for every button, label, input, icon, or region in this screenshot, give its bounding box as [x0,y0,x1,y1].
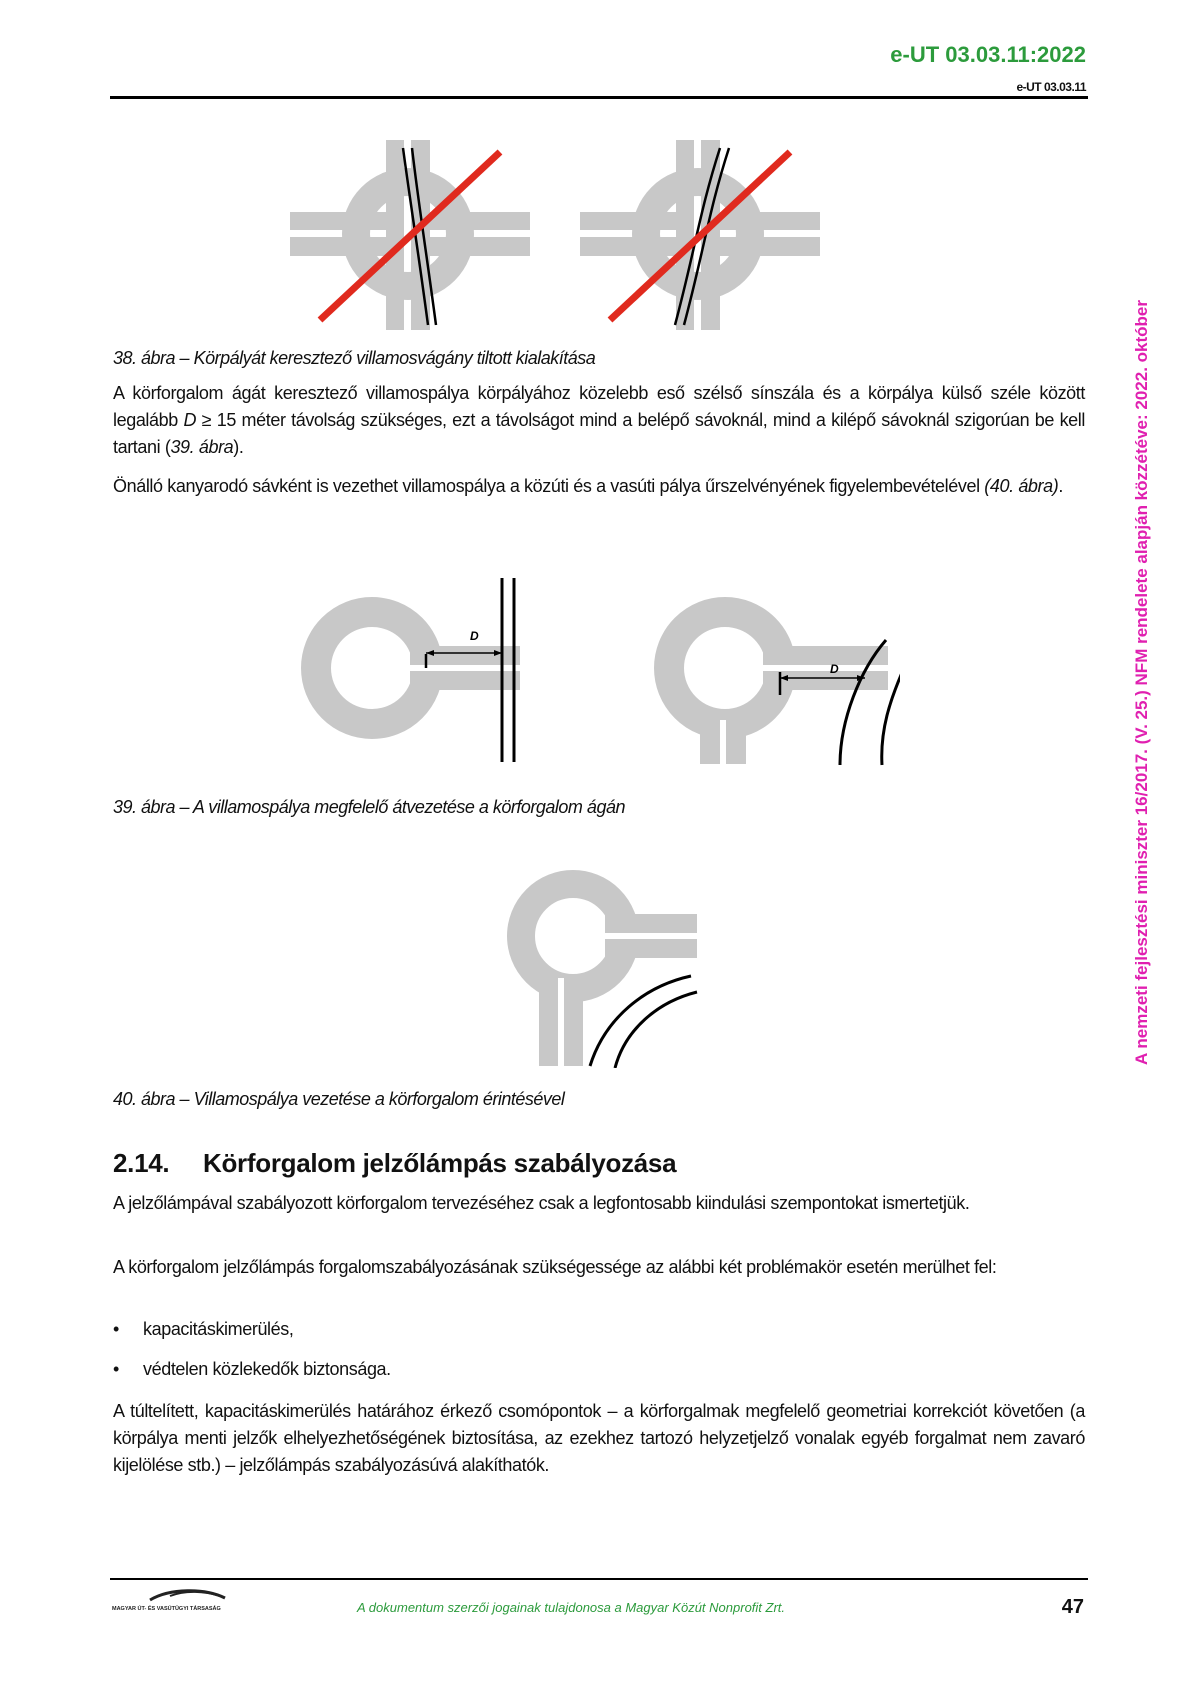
figure-38 [290,140,820,335]
figure-39-caption: 39. ábra – A villamospálya megfelelő átvezetése a körforgalom ágán [113,797,625,817]
paragraph-distance-rule: A körforgalom ágát keresztező villamospálya körpályához közelebb eső szélső sínszála és a körpálya külső széle között legalább D ≥ 15 méter távolság szükséges, ezt a távolságot mind a belépő sávoknál, mind a kilépő sávoknál szigorúan be kell tartani (39. ábra). [113,383,1085,457]
paragraph-intro: A jelzőlámpával szabályozott körforgalom tervezéséhez csak a legfontosabb kiindulási szempontokat ismertetjük. [113,1193,970,1213]
figure-40 [505,868,705,1068]
distance-label-d: D [470,629,479,643]
distance-label-d-2: D [830,662,839,676]
paragraph-conclusion: A túltelített, kapacitáskimerülés határához érkező csomópontok – a körforgalmak megfelelő geometriai korrekciót követően (a körpálya menti jelzők elhelyezhetőségének biztosítása, az ezekhez tartozó helyzetjelző vonalak egyéb forgalmat nem zavaró kijelölése stb.) – jelzőlámpás szabályozásúvá alakíthatók. [113,1401,1085,1475]
roundabout-39-left [316,578,520,762]
figure-39 [300,570,900,770]
footer-rule [110,1578,1088,1580]
publisher-logo-text: MAGYAR ÚT- ÉS VASÚTÜGYI TÁRSASÁG [112,1606,221,1612]
roundabout-left [290,140,530,330]
figure-38-caption: 38. ábra – Körpályát keresztező villamosvágány tiltott kialakítása [113,348,596,368]
list-item: • kapacitáskimerülés, [113,1319,294,1339]
paragraph-turning-lane: Önálló kanyarodó sávként is vezethet villamospálya a közúti és a vasúti pálya űrszelvényének figyelembevételével (40. ábra). [113,476,1063,496]
figure-40-caption: 40. ábra – Villamospálya vezetése a körforgalom érintésével [113,1089,565,1109]
section-heading: 2.14. Körforgalom jelzőlámpás szabályozása [113,1148,677,1178]
paragraph-problem: A körforgalom jelzőlámpás forgalomszabályozásának szükségessége az alábbi két problémakör esetén merülhet fel: [113,1257,997,1277]
roundabout-39-right [669,610,900,765]
document-code: e-UT 03.03.11:2022 [890,42,1086,67]
copyright-note: A dokumentum szerzői jogainak tulajdonosa a Magyar Közút Nonprofit Zrt. [357,1600,786,1615]
list-item: • védtelen közlekedők biztonsága. [113,1359,391,1379]
side-watermark: A nemzeti fejlesztési miniszter 16/2017. (V. 25.) NFM rendelete alapján közzétéve: 2022. október [1132,300,1151,1065]
header-rule [110,96,1088,99]
publisher-logo [110,1586,260,1616]
roundabout-right [580,140,820,330]
document-code-small: e-UT 03.03.11 [1016,80,1086,94]
page-number: 47 [1061,1596,1084,1618]
